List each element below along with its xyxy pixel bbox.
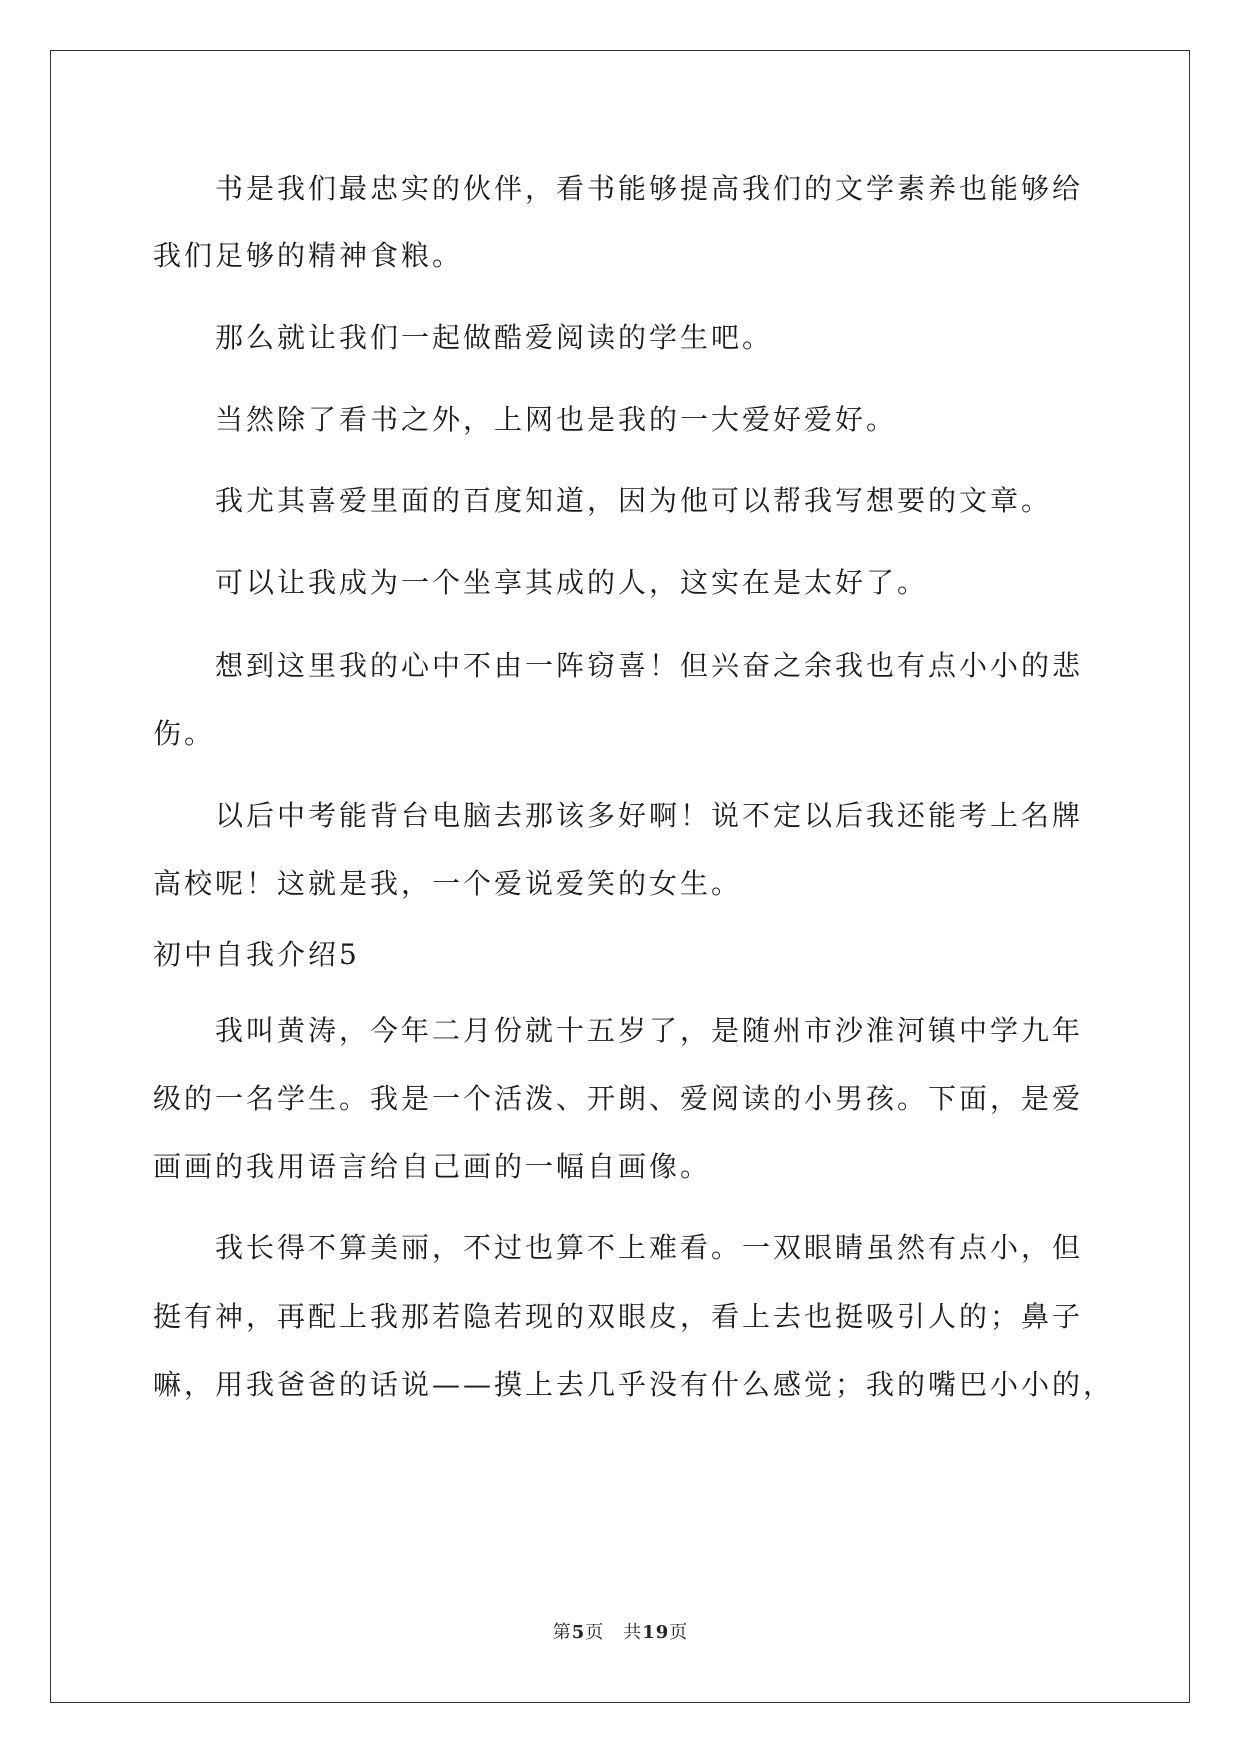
paragraph-line: 伤。 — [153, 717, 216, 750]
section-heading: 初中自我介绍5 — [153, 938, 360, 971]
footer-suffix: 页 — [669, 1622, 689, 1643]
paragraph-line: 级的一名学生。我是一个活泼、开朗、爱阅读的小男孩。下面，是爱 — [153, 1082, 1084, 1115]
paragraph-line: 那么就让我们一起做酷爱阅读的学生吧。 — [215, 321, 774, 354]
paragraph-line: 嘛，用我爸爸的话说——摸上去几乎没有什么感觉；我的嘴巴小小的， — [153, 1368, 1115, 1401]
paragraph-line: 以后中考能背台电脑去那该多好啊！说不定以后我还能考上名牌 — [215, 799, 1084, 832]
total-pages-number: 19 — [642, 1622, 670, 1643]
paragraph-line: 可以让我成为一个坐享其成的人，这实在是太好了。 — [215, 566, 929, 599]
paragraph-line: 画画的我用语言给自己画的一幅自画像。 — [153, 1150, 712, 1183]
paragraph-line: 当然除了看书之外，上网也是我的一大爱好爱好。 — [215, 403, 898, 436]
footer-mid: 页 共 — [585, 1622, 643, 1643]
current-page-number: 5 — [571, 1622, 586, 1643]
paragraph-line: 我们足够的精神食粮。 — [153, 239, 464, 272]
paragraph-line: 书是我们最忠实的伙伴，看书能够提高我们的文学素养也能够给 — [215, 172, 1084, 205]
paragraph-line: 想到这里我的心中不由一阵窃喜！但兴奋之余我也有点小小的悲 — [215, 649, 1084, 682]
footer-prefix: 第 — [552, 1622, 572, 1643]
page-footer — [0, 1618, 1241, 1644]
paragraph-line: 我叫黄涛，今年二月份就十五岁了，是随州市沙淮河镇中学九年 — [215, 1014, 1084, 1047]
paragraph-line: 高校呢！这就是我，一个爱说爱笑的女生。 — [153, 867, 743, 900]
paragraph-line: 挺有神，再配上我那若隐若现的双眼皮，看上去也挺吸引人的；鼻子 — [153, 1300, 1084, 1333]
paragraph-line: 我尤其喜爱里面的百度知道，因为他可以帮我写想要的文章。 — [215, 484, 1053, 517]
paragraph-line: 我长得不算美丽，不过也算不上难看。一双眼睛虽然有点小，但 — [215, 1231, 1084, 1264]
